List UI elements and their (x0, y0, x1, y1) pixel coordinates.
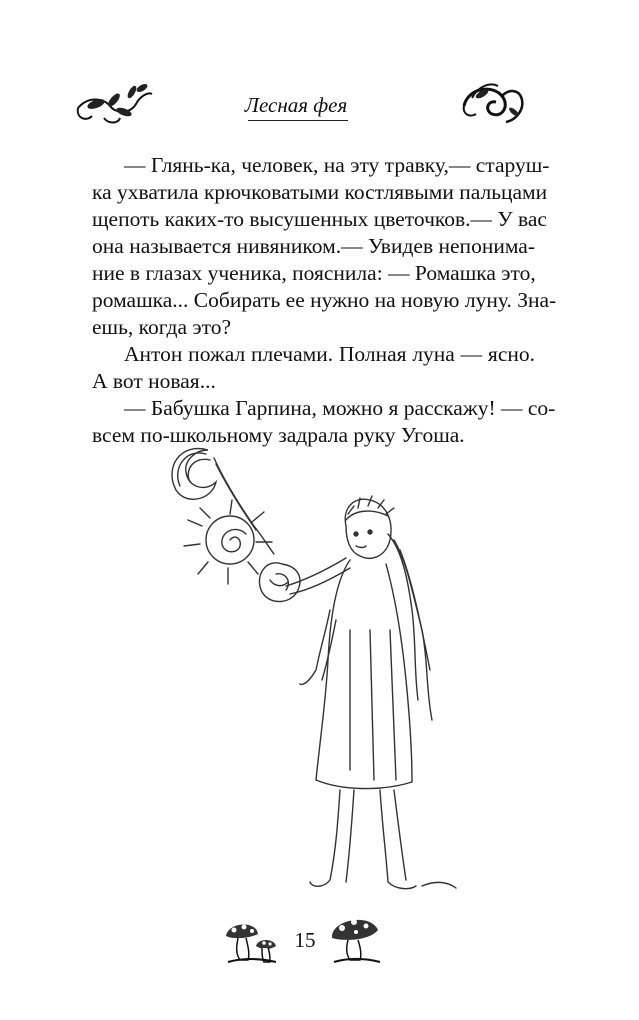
header-title: Лесная фея (244, 93, 348, 117)
text-line: — Бабушка Гарпина, можно я расскажу! — со- (124, 396, 556, 420)
text-line: она называется нивяником.— Увидев непонима- (92, 234, 535, 258)
spotted-mushrooms-icon (222, 918, 278, 964)
girl-with-wand-illustration (150, 430, 480, 900)
text-line: ешь, когда это? (92, 315, 231, 339)
text-line: ромашка... Собирать ее нужно на новую луну. Зна- (92, 288, 557, 312)
text-line: — Глянь-ка, человек, на эту травку,— старуш- (124, 153, 550, 177)
text-line: щепоть каких-то высушенных цветочков.— У вас (92, 207, 547, 231)
spiral-sun-icon (184, 500, 272, 584)
text-line: А вот новая... (92, 369, 216, 393)
spotted-mushroom-icon (326, 912, 382, 964)
running-header (0, 78, 639, 138)
text-line: ние в глазах ученика, пояснила: — Ромашка это, (92, 261, 536, 285)
swirl-ornament-icon (458, 78, 528, 128)
text-line: всем по-школьному задрала руку Угоша. (92, 423, 465, 447)
crescent-moon-icon (172, 449, 216, 500)
girl-figure (286, 496, 456, 889)
leafy-vine-ornament-icon (74, 78, 154, 128)
page-footer (0, 912, 639, 972)
wand (214, 458, 274, 554)
page-number: 15 (294, 928, 316, 952)
header-divider (248, 120, 348, 121)
body-text (92, 152, 557, 449)
text-line: ка ухватила крючковатыми костлявыми пальцами (92, 180, 548, 204)
text-line: Антон пожал плечами. Полная луна — ясно. (124, 342, 535, 366)
flower-bundle (259, 563, 300, 602)
